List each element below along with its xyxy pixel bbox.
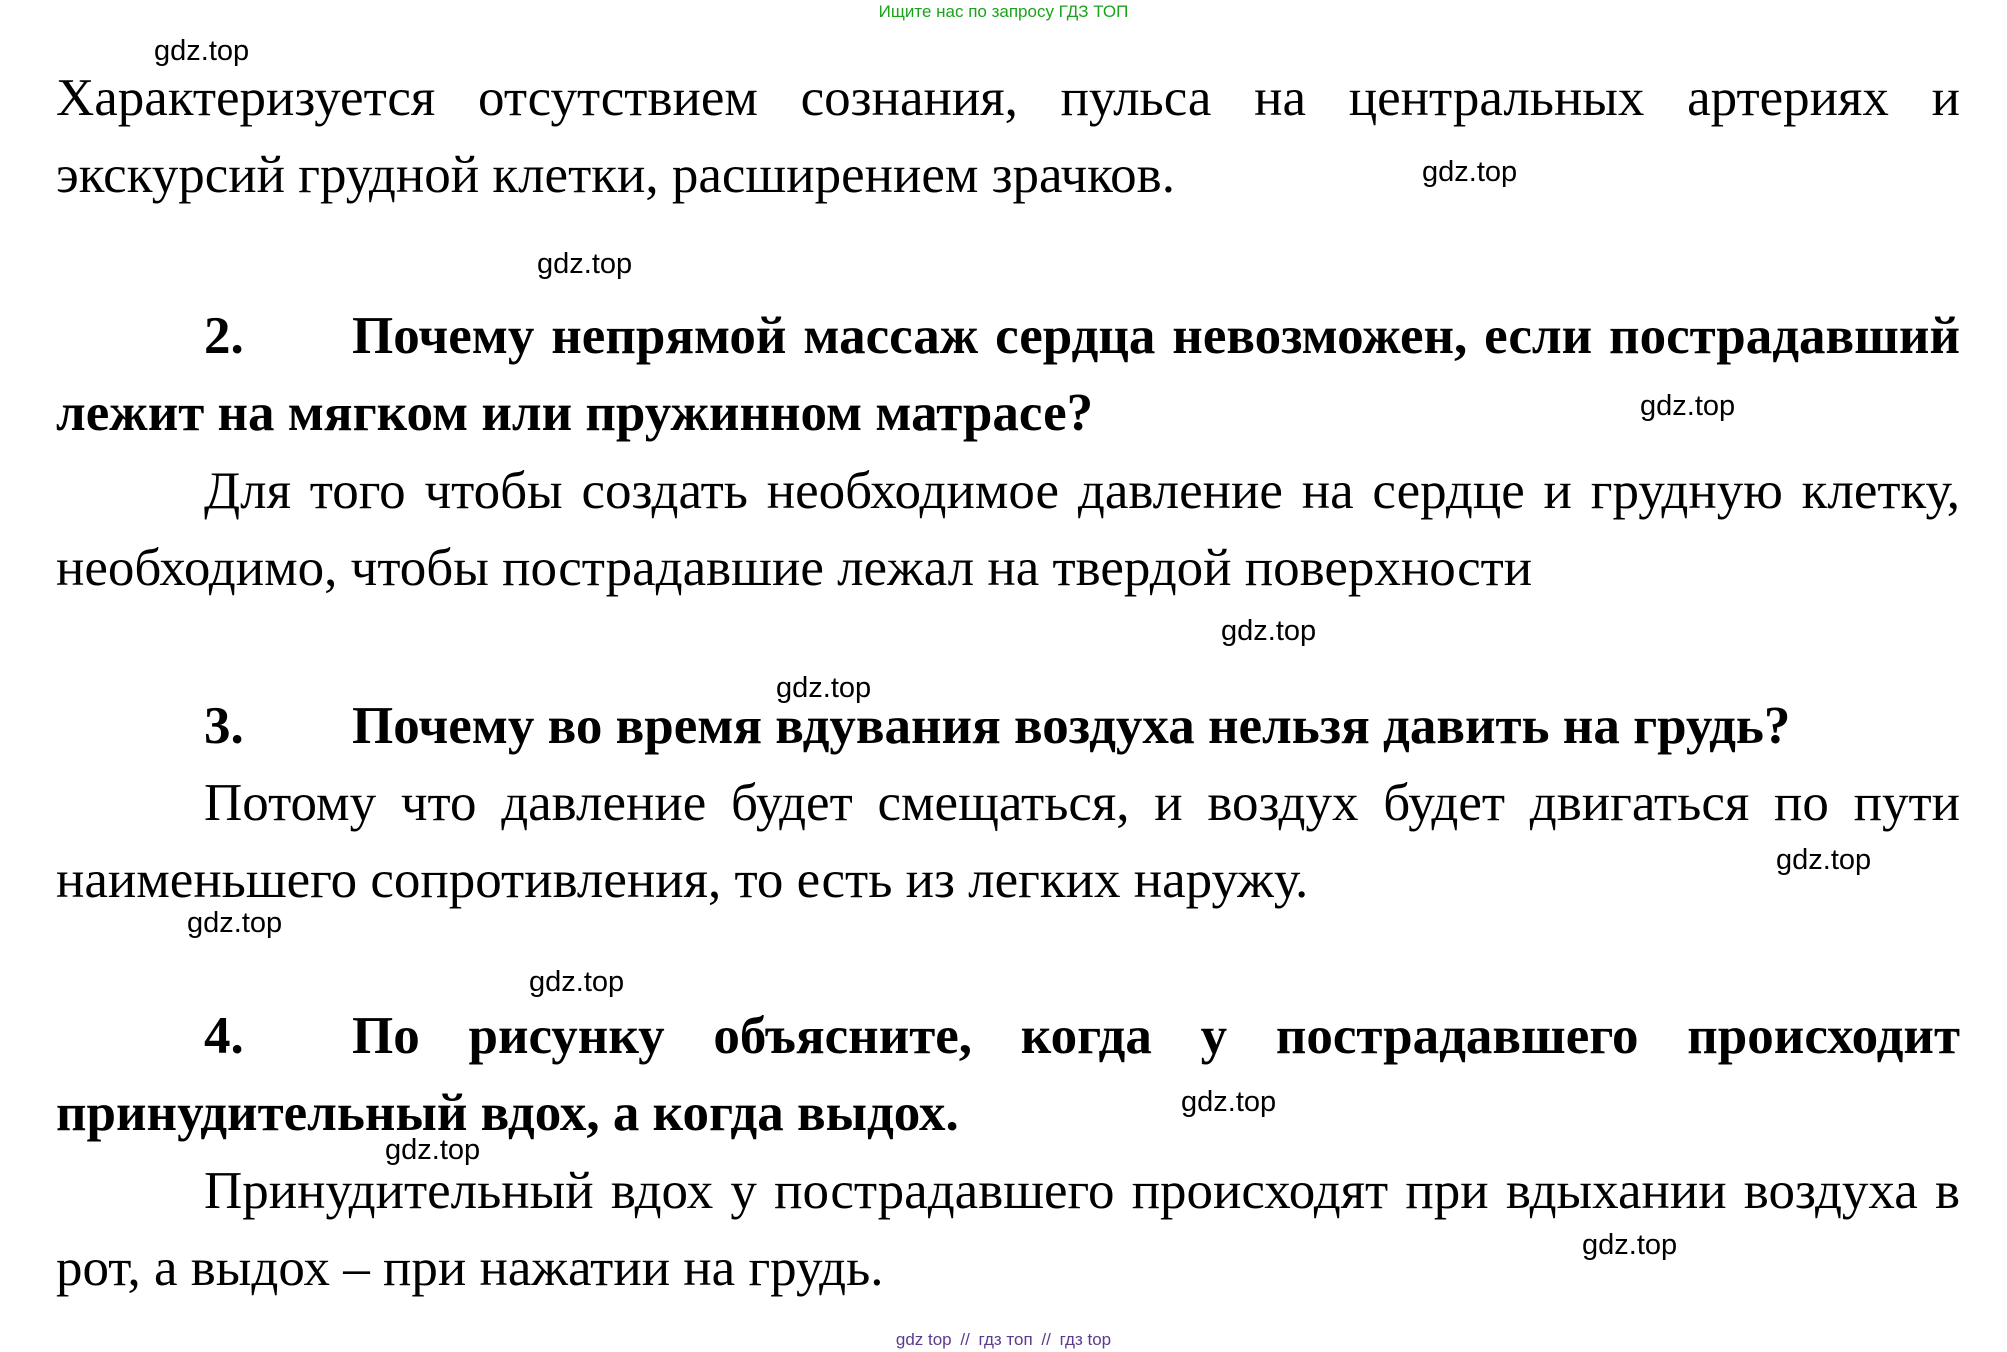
- question-4-text: По рисунку объясните, когда у пострадавшего происходит принудительный вдох, а когда выдох.: [56, 1007, 1960, 1142]
- question-3-number: 3.: [204, 697, 244, 755]
- question-4-number: 4.: [204, 1007, 244, 1065]
- watermark: gdz.top: [1422, 156, 1518, 188]
- watermark: gdz.top: [385, 1134, 481, 1166]
- top-banner: Ищите нас по запросу ГДЗ ТОП: [878, 2, 1129, 21]
- footer-link-gdz-top[interactable]: gdz top: [895, 1330, 952, 1349]
- answer-2: Для того чтобы создать необходимое давление на сердце и грудную клетку, необходимо, чтобы пострадавшие лежал на твердой поверхности: [56, 462, 1960, 597]
- footer-links: [0, 1330, 2007, 1350]
- watermark: gdz.top: [154, 35, 250, 67]
- watermark: gdz.top: [187, 907, 283, 939]
- watermark: gdz.top: [537, 248, 633, 280]
- footer-link-gdz-top-mixed[interactable]: гдз top: [1059, 1330, 1112, 1349]
- intro-answer: Характеризуется отсутствием сознания, пульса на центральных артериях и экскурсий грудной клетки, расширением зрачков.: [56, 69, 1960, 204]
- watermark: gdz.top: [1582, 1229, 1678, 1261]
- answer-4: Принудительный вдох у пострадавшего происходят при вдыхании воздуха в рот, а выдох – при нажатии на грудь.: [56, 1162, 1960, 1297]
- footer-separator: //: [1041, 1330, 1051, 1349]
- question-2-number: 2.: [204, 307, 244, 365]
- watermark: gdz.top: [1640, 390, 1736, 422]
- watermark: gdz.top: [1776, 844, 1872, 876]
- question-2: [56, 298, 1960, 452]
- question-3: [56, 688, 1960, 765]
- watermark: gdz.top: [776, 672, 872, 704]
- watermark: gdz.top: [1181, 1086, 1277, 1118]
- footer-separator: //: [960, 1330, 970, 1349]
- question-4: [56, 998, 1960, 1152]
- answer-3: Потому что давление будет смещаться, и воздух будет двигаться по пути наименьшего сопротивления, то есть из легких наружу.: [56, 774, 1960, 909]
- question-3-text: Почему во время вдувания воздуха нельзя давить на грудь?: [352, 697, 1791, 755]
- footer-link-gdz-top-ru[interactable]: гдз топ: [978, 1330, 1033, 1349]
- watermark: gdz.top: [529, 966, 625, 998]
- watermark: gdz.top: [1221, 615, 1317, 647]
- question-2-text: Почему непрямой массаж сердца невозможен, если пострадавший лежит на мягком или пружинном матрасе?: [56, 307, 1960, 442]
